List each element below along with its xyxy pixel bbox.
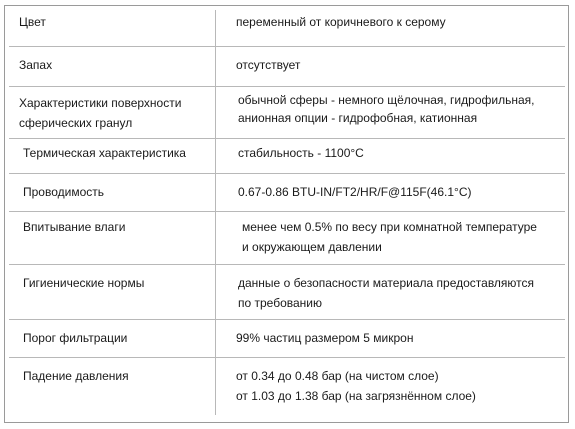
row-label: Впитывание влаги	[23, 219, 126, 234]
row-value-cell	[216, 319, 566, 357]
row-label-cell	[9, 264, 216, 319]
row-label-cell	[9, 46, 216, 86]
row-label: Цвет	[19, 15, 46, 29]
row-label: Термическая характеристика	[23, 145, 186, 160]
row-value: анионная опции - гидрофобная, катионная	[238, 110, 478, 125]
row-value-cell	[216, 211, 566, 264]
row-value: от 1.03 до 1.38 бар (на загрязнённом слое)	[236, 388, 476, 403]
row-value: менее чем 0.5% по весу при комнатной температуре	[242, 219, 537, 234]
row-label-cell	[9, 173, 216, 211]
row-label-cell	[9, 138, 216, 173]
row-value-cell	[216, 357, 566, 415]
table-row	[9, 138, 565, 173]
row-value-cell	[216, 173, 566, 211]
row-value-cell	[216, 264, 566, 319]
table-row	[9, 319, 565, 357]
table-row	[9, 10, 565, 46]
spec-table	[9, 10, 565, 415]
row-label: Проводимость	[23, 184, 104, 199]
row-value-cell	[216, 10, 566, 46]
row-value-cell	[216, 46, 566, 86]
row-label-cell	[9, 357, 216, 415]
row-value: от 0.34 до 0.48 бар (на чистом слое)	[236, 368, 439, 383]
row-label-cell	[9, 10, 216, 46]
table-row	[9, 357, 565, 415]
row-value-cell	[216, 86, 566, 138]
row-label: сферических гранул	[19, 115, 133, 130]
row-label: Характеристики поверхности	[19, 95, 182, 110]
row-value: переменный от коричневого к серому	[236, 15, 446, 29]
row-label: Падение давления	[23, 368, 129, 383]
row-label: Запах	[19, 57, 53, 72]
table-row	[9, 46, 565, 86]
table-row	[9, 211, 565, 264]
row-value: 0.67-0.86 BTU-IN/FT2/HR/F@115F(46.1°C)	[238, 184, 472, 199]
row-label-cell	[9, 211, 216, 264]
row-label-cell	[9, 86, 216, 138]
row-value: по требованию	[238, 295, 323, 310]
row-value: обычной сферы - немного щёлочная, гидрофильная,	[238, 92, 535, 107]
row-label: Порог фильтрации	[23, 330, 128, 345]
table-row	[9, 86, 565, 138]
row-value: данные о безопасности материала предоставляются	[238, 275, 535, 290]
row-label-cell	[9, 319, 216, 357]
table-row	[9, 264, 565, 319]
row-value: стабильность - 1100°C	[238, 145, 364, 160]
row-value: 99% частиц размером 5 микрон	[236, 330, 414, 345]
table-row	[9, 173, 565, 211]
row-label: Гигиенические нормы	[23, 275, 145, 290]
row-value-cell	[216, 138, 566, 173]
row-value: и окружающем давлении	[242, 239, 382, 254]
row-value: отсутствует	[236, 57, 301, 72]
